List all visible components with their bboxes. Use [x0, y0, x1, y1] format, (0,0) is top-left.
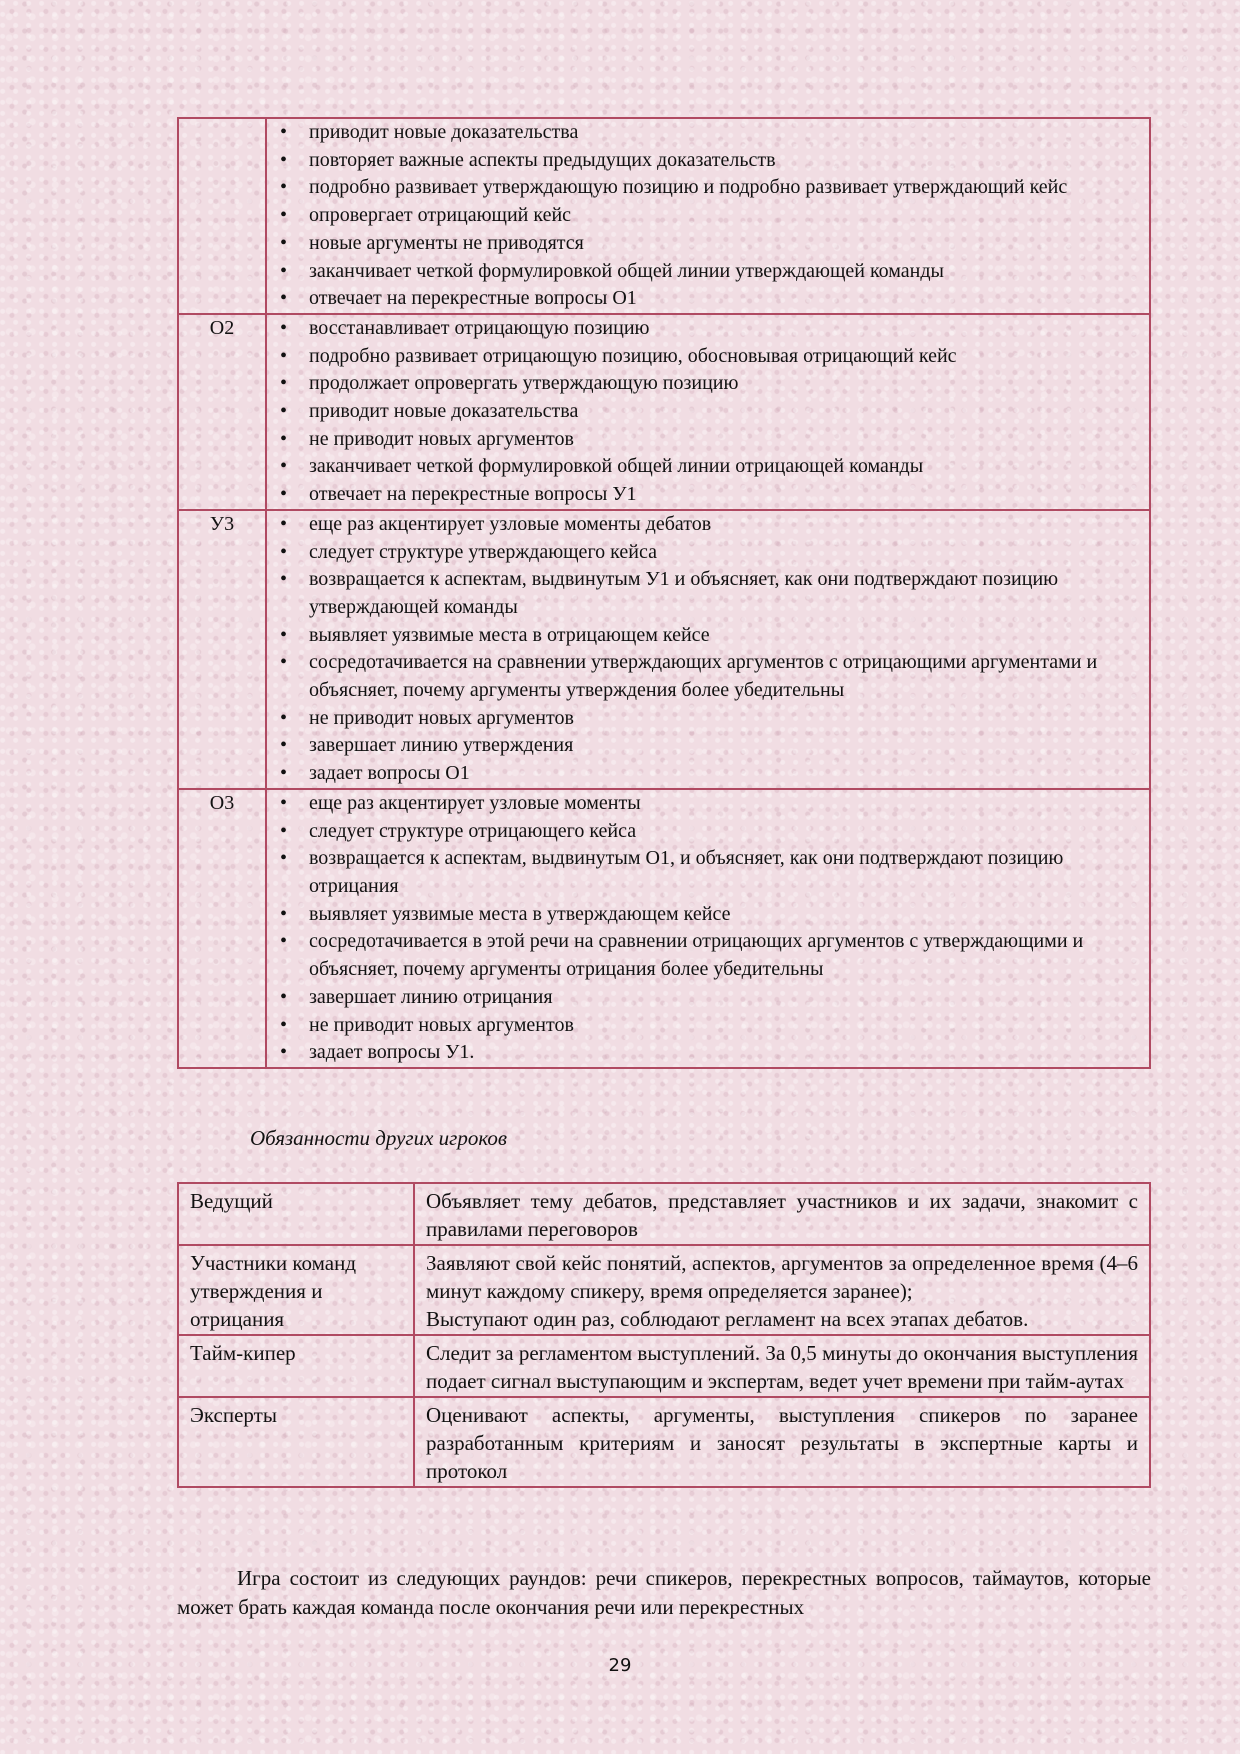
duty-item: • возвращается к аспектам, выдвинутым У1 и объясняет, как они подтверждают позицию утверждающей команды	[309, 566, 1149, 621]
speaker-row	[178, 118, 1150, 314]
duty-item: • новые аргументы не приводятся	[309, 230, 1149, 258]
speaker-duties	[266, 118, 1150, 314]
duty-item: • не приводит новых аргументов	[309, 705, 1149, 733]
role-name: Тайм-кипер	[178, 1335, 414, 1397]
duty-item: • выявляет уязвимые места в утверждающем кейсе	[309, 901, 1149, 929]
role-row	[178, 1397, 1150, 1487]
role-description	[414, 1183, 1150, 1245]
other-players-heading: Обязанности других игроков	[250, 1126, 507, 1150]
duty-item: • не приводит новых аргументов	[309, 1012, 1149, 1040]
speaker-row	[178, 314, 1150, 510]
duty-item: • выявляет уязвимые места в отрицающем кейсе	[309, 622, 1149, 650]
role-description	[414, 1335, 1150, 1397]
speaker-duties-table	[177, 117, 1151, 1069]
speaker-duties	[266, 314, 1150, 510]
description-text: Заявляют свой кейс понятий, аспектов, аргументов за определенное время (4–6 минут каждому спикеру, время определяется заранее);	[426, 1251, 1138, 1303]
duty-item: • подробно развивает утверждающую позицию и подробно развивает утверждающий кейс	[309, 174, 1149, 202]
description-text: Оценивают аспекты, аргументы, выступления спикеров по заранее разработанным критериям и заносят результаты в экспертные карты и протокол	[426, 1403, 1138, 1483]
body-paragraph: Игра состоит из следующих раундов: речи спикеров, перекрестных вопросов, таймаутов, которые может брать каждая команда после окончания речи или перекрестных	[177, 1566, 1151, 1619]
role-name: Ведущий	[178, 1183, 414, 1245]
role-description	[414, 1397, 1150, 1487]
speaker-label	[178, 118, 266, 314]
duty-item: • не приводит новых аргументов	[309, 426, 1149, 454]
duty-item: • опровергает отрицающий кейс	[309, 202, 1149, 230]
duty-item: • отвечает на перекрестные вопросы У1	[309, 481, 1149, 509]
duty-item: • возвращается к аспектам, выдвинутым О1, и объясняет, как они подтверждают позицию отрицания	[309, 845, 1149, 900]
role-name: Эксперты	[178, 1397, 414, 1487]
role-name: Участники команд утверждения и отрицания	[178, 1245, 414, 1335]
duty-item: • приводит новые доказательства	[309, 119, 1149, 147]
duty-item: • сосредотачивается на сравнении утверждающих аргументов с отрицающими аргументами и объясняет, почему аргументы утверждения более убедительны	[309, 649, 1149, 704]
speaker-label: У3	[178, 510, 266, 789]
duty-item: • задает вопросы У1.	[309, 1039, 1149, 1067]
duty-item: • следует структуре отрицающего кейса	[309, 818, 1149, 846]
role-description	[414, 1245, 1150, 1335]
duty-item: • приводит новые доказательства	[309, 398, 1149, 426]
duty-item: • следует структуре утверждающего кейса	[309, 539, 1149, 567]
duty-item: • еще раз акцентирует узловые моменты	[309, 790, 1149, 818]
duty-item: • восстанавливает отрицающую позицию	[309, 315, 1149, 343]
speaker-label: О3	[178, 789, 266, 1068]
speaker-duties	[266, 510, 1150, 789]
duty-item: • сосредотачивается в этой речи на сравнении отрицающих аргументов с утверждающими и объясняет, почему аргументы отрицания более убедительны	[309, 928, 1149, 983]
role-row	[178, 1335, 1150, 1397]
description-text: Объявляет тему дебатов, представляет участников и их задачи, знакомит с правилами переговоров	[426, 1189, 1138, 1241]
description-text: Следит за регламентом выступлений. За 0,5 минуты до окончания выступления подает сигнал выступающим и экспертам, ведет учет времени при тайм-аутах	[426, 1341, 1138, 1393]
other-players-table	[177, 1182, 1151, 1488]
duty-item: • задает вопросы О1	[309, 760, 1149, 788]
duty-list	[267, 315, 1149, 509]
description-text: Выступают один раз, соблюдают регламент на всех этапах дебатов.	[426, 1307, 1029, 1331]
duty-item: • еще раз акцентирует узловые моменты дебатов	[309, 511, 1149, 539]
duty-item: • заканчивает четкой формулировкой общей линии утверждающей команды	[309, 258, 1149, 286]
duty-list	[267, 790, 1149, 1067]
duty-list	[267, 119, 1149, 313]
speaker-row	[178, 789, 1150, 1068]
page-number: 29	[608, 1655, 632, 1676]
duty-item: • продолжает опровергать утверждающую позицию	[309, 370, 1149, 398]
duty-item: • повторяет важные аспекты предыдущих доказательств	[309, 147, 1149, 175]
duty-item: • отвечает на перекрестные вопросы О1	[309, 285, 1149, 313]
duty-item: • завершает линию отрицания	[309, 984, 1149, 1012]
role-row	[178, 1183, 1150, 1245]
role-row	[178, 1245, 1150, 1335]
duty-list	[267, 511, 1149, 788]
speaker-duties	[266, 789, 1150, 1068]
speaker-row	[178, 510, 1150, 789]
duty-item: • подробно развивает отрицающую позицию, обосновывая отрицающий кейс	[309, 343, 1149, 371]
duty-item: • заканчивает четкой формулировкой общей линии отрицающей команды	[309, 453, 1149, 481]
speaker-label: О2	[178, 314, 266, 510]
duty-item: • завершает линию утверждения	[309, 732, 1149, 760]
